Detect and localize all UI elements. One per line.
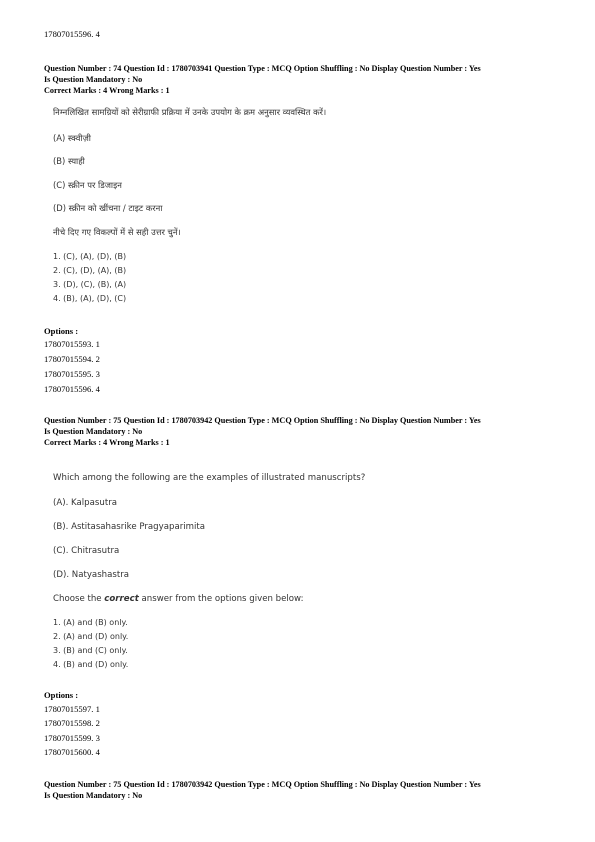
q75-choice-3: 3. (B) and (C) only. <box>53 646 128 655</box>
q75-option-id-1: 17807015597. 1 <box>44 704 100 714</box>
q74-item-d: (D) स्क्रीन को खींचना / टाइट करना <box>53 203 163 213</box>
q74-question-text: निम्नलिखित सामग्रियों को सेरीग्राफी प्रक्रिया में उनके उपयोग के क्रम अनुसार व्यवस्थित करें। <box>53 107 327 117</box>
q75-instruction-pre: Choose the <box>53 594 105 604</box>
q74-option-id-4: 17807015596. 4 <box>44 384 100 394</box>
q75-header-line3: Correct Marks : 4 Wrong Marks : 1 <box>44 438 170 447</box>
q74-choice-2: 2. (C), (D), (A), (B) <box>53 266 127 275</box>
q75-header-line2: Is Question Mandatory : No <box>44 427 143 436</box>
q74-header-line2: Is Question Mandatory : No <box>44 75 143 84</box>
q74-header-line3: Correct Marks : 4 Wrong Marks : 1 <box>44 86 170 95</box>
q75-header-line1: Question Number : 75 Question Id : 1780703942 Question Type : MCQ Option Shuffling : No Display Question Number : Yes <box>44 416 481 425</box>
q75-choice-2: 2. (A) and (D) only. <box>53 632 129 641</box>
q74-choice-3: 3. (D), (C), (B), (A) <box>53 280 127 289</box>
q75-instruction <box>53 594 304 604</box>
q74-item-a: (A) स्क्वीज़ी <box>53 133 91 143</box>
q75-item-d: (D). Natyashastra <box>53 570 130 580</box>
q75-choice-1: 1. (A) and (B) only. <box>53 618 128 627</box>
q75-option-id-4: 17807015600. 4 <box>44 747 100 757</box>
q75-option-id-2: 17807015598. 2 <box>44 718 100 728</box>
q74-options-label: Options : <box>44 326 79 336</box>
q75-item-a: (A). Kalpasutra <box>53 498 117 508</box>
q75-item-c: (C). Chitrasutra <box>53 546 120 556</box>
previous-answer-option: 17807015596. 4 <box>44 29 100 39</box>
q74-item-b: (B) स्याही <box>53 156 85 166</box>
q75-instruction-emphasis: correct <box>104 594 139 604</box>
q74-choice-1: 1. (C), (A), (D), (B) <box>53 252 127 261</box>
q74-instruction: नीचे दिए गए विकल्पों में से सही उत्तर चुनें। <box>53 227 181 237</box>
q74-choice-4: 4. (B), (A), (D), (C) <box>53 294 127 303</box>
q75-question-text: Which among the following are the examples of illustrated manuscripts? <box>53 473 366 483</box>
q75-options-label: Options : <box>44 690 79 700</box>
q75-instruction-post: answer from the options given below: <box>138 594 304 604</box>
q74-option-id-2: 17807015594. 2 <box>44 354 100 364</box>
q75-repeat-header-line2: Is Question Mandatory : No <box>44 791 143 800</box>
q74-header-line1: Question Number : 74 Question Id : 1780703941 Question Type : MCQ Option Shuffling : No Display Question Number : Yes <box>44 64 481 73</box>
q75-choice-4: 4. (B) and (D) only. <box>53 660 129 669</box>
q74-item-c: (C) स्क्रीन पर डिजाइन <box>53 180 122 190</box>
q74-option-id-3: 17807015595. 3 <box>44 369 100 379</box>
q75-option-id-3: 17807015599. 3 <box>44 733 100 743</box>
q75-item-b: (B). Astitasahasrike Pragyaparimita <box>53 522 206 532</box>
q74-option-id-1: 17807015593. 1 <box>44 339 100 349</box>
q75-repeat-header-line1: Question Number : 75 Question Id : 1780703942 Question Type : MCQ Option Shuffling : No Display Question Number : Yes <box>44 780 481 789</box>
